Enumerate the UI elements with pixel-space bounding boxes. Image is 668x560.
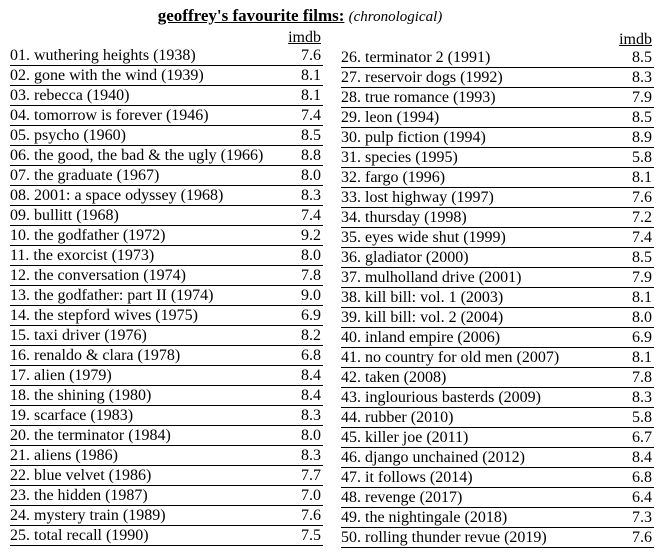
film-imdb-rating: 8.3 — [632, 69, 652, 86]
film-imdb-rating: 7.0 — [301, 487, 321, 504]
film-title: 07. the graduate (1967) — [10, 167, 160, 184]
film-title: 38. kill bill: vol. 1 (2003) — [341, 289, 504, 306]
film-imdb-rating: 8.2 — [301, 327, 321, 344]
film-imdb-rating: 6.8 — [632, 469, 652, 486]
film-imdb-rating: 7.4 — [301, 207, 321, 224]
film-row — [10, 426, 323, 446]
film-row — [341, 208, 654, 228]
film-title: 36. gladiator (2000) — [341, 249, 469, 266]
film-title: 41. no country for old men (2007) — [341, 349, 560, 366]
film-imdb-rating: 7.4 — [301, 107, 321, 124]
film-title: 45. killer joe (2011) — [341, 429, 469, 446]
film-imdb-rating: 8.3 — [301, 407, 321, 424]
film-title: 02. gone with the wind (1939) — [10, 67, 204, 84]
film-list-left — [10, 29, 323, 546]
page-title — [0, 6, 600, 27]
film-imdb-rating: 7.6 — [632, 189, 652, 206]
film-row — [10, 486, 323, 506]
film-title: 44. rubber (2010) — [341, 409, 454, 426]
film-title: 46. django unchained (2012) — [341, 449, 525, 466]
film-title: 42. taken (2008) — [341, 369, 447, 386]
film-row — [341, 448, 654, 468]
film-imdb-rating: 7.5 — [301, 527, 321, 544]
film-row — [10, 466, 323, 486]
film-row — [10, 266, 323, 286]
film-imdb-rating: 8.0 — [301, 427, 321, 444]
film-title: 20. the terminator (1984) — [10, 427, 171, 444]
film-title: 27. reservoir dogs (1992) — [341, 69, 503, 86]
film-title: 08. 2001: a space odyssey (1968) — [10, 187, 224, 204]
imdb-column-header-left: imdb — [288, 29, 321, 46]
title-text: geoffrey's favourite films: — [157, 6, 345, 25]
film-row — [341, 68, 654, 88]
film-title: 32. fargo (1996) — [341, 169, 446, 186]
film-row — [341, 368, 654, 388]
film-imdb-rating: 7.6 — [632, 529, 652, 546]
film-rows-left — [10, 46, 323, 546]
film-title: 15. taxi driver (1976) — [10, 327, 147, 344]
film-title: 18. the shining (1980) — [10, 387, 152, 404]
film-imdb-rating: 8.0 — [301, 247, 321, 264]
film-row — [341, 308, 654, 328]
film-rows-right — [341, 48, 654, 548]
film-title: 34. thursday (1998) — [341, 209, 467, 226]
film-title: 29. leon (1994) — [341, 109, 440, 126]
film-imdb-rating: 7.8 — [632, 369, 652, 386]
film-title: 12. the conversation (1974) — [10, 267, 186, 284]
film-row — [10, 46, 323, 66]
film-title: 10. the godfather (1972) — [10, 227, 166, 244]
film-row — [10, 326, 323, 346]
film-row — [341, 268, 654, 288]
film-row — [10, 206, 323, 226]
film-row — [10, 386, 323, 406]
film-row — [10, 186, 323, 206]
film-title: 14. the stepford wives (1975) — [10, 307, 198, 324]
film-title: 09. bullitt (1968) — [10, 207, 119, 224]
film-imdb-rating: 7.4 — [632, 229, 652, 246]
film-row — [10, 446, 323, 466]
film-row — [341, 428, 654, 448]
film-row — [341, 248, 654, 268]
film-imdb-rating: 7.9 — [632, 89, 652, 106]
film-imdb-rating: 7.7 — [301, 467, 321, 484]
film-imdb-rating: 8.4 — [632, 449, 652, 466]
film-title: 39. kill bill: vol. 2 (2004) — [341, 309, 504, 326]
film-title: 31. species (1995) — [341, 149, 458, 166]
film-imdb-rating: 8.4 — [301, 367, 321, 384]
film-row — [341, 108, 654, 128]
film-title: 26. terminator 2 (1991) — [341, 49, 491, 66]
film-title: 21. aliens (1986) — [10, 447, 118, 464]
film-imdb-rating: 8.1 — [632, 349, 652, 366]
film-imdb-rating: 5.8 — [632, 149, 652, 166]
film-title: 28. true romance (1993) — [341, 89, 496, 106]
film-imdb-rating: 8.9 — [632, 129, 652, 146]
film-row — [10, 306, 323, 326]
film-imdb-rating: 6.7 — [632, 429, 652, 446]
film-imdb-rating: 8.5 — [632, 49, 652, 66]
film-title: 24. mystery train (1989) — [10, 507, 166, 524]
film-imdb-rating: 7.2 — [632, 209, 652, 226]
film-row — [341, 328, 654, 348]
film-title: 49. the nightingale (2018) — [341, 509, 508, 526]
film-row — [341, 188, 654, 208]
film-title: 47. it follows (2014) — [341, 469, 473, 486]
film-row — [341, 528, 654, 548]
film-title: 25. total recall (1990) — [10, 527, 149, 544]
film-title: 05. psycho (1960) — [10, 127, 126, 144]
film-row — [10, 286, 323, 306]
film-title: 43. inglourious basterds (2009) — [341, 389, 541, 406]
film-imdb-rating: 8.3 — [301, 187, 321, 204]
film-row — [10, 226, 323, 246]
film-imdb-rating: 6.9 — [632, 329, 652, 346]
film-title: 17. alien (1979) — [10, 367, 112, 384]
film-imdb-rating: 8.0 — [632, 309, 652, 326]
film-row — [10, 506, 323, 526]
film-title: 11. the exorcist (1973) — [10, 247, 155, 264]
film-imdb-rating: 6.4 — [632, 489, 652, 506]
film-imdb-rating: 8.4 — [301, 387, 321, 404]
film-imdb-rating: 7.9 — [632, 269, 652, 286]
film-imdb-rating: 5.8 — [632, 409, 652, 426]
film-row — [341, 88, 654, 108]
film-imdb-rating: 8.5 — [301, 127, 321, 144]
film-imdb-rating: 8.1 — [301, 67, 321, 84]
film-imdb-rating: 7.3 — [632, 509, 652, 526]
film-title: 01. wuthering heights (1938) — [10, 47, 196, 64]
film-row — [10, 366, 323, 386]
film-row — [10, 246, 323, 266]
film-imdb-rating: 9.0 — [301, 287, 321, 304]
film-title: 16. renaldo & clara (1978) — [10, 347, 181, 364]
film-list-right — [341, 29, 654, 548]
film-imdb-rating: 8.3 — [632, 389, 652, 406]
subtitle-text: (chronological) — [348, 9, 443, 25]
film-row — [341, 168, 654, 188]
film-row — [10, 126, 323, 146]
film-row — [10, 66, 323, 86]
film-row — [341, 508, 654, 528]
film-row — [341, 408, 654, 428]
film-row — [10, 346, 323, 366]
film-row — [341, 228, 654, 248]
film-imdb-rating: 7.6 — [301, 47, 321, 64]
film-title: 37. mulholland drive (2001) — [341, 269, 522, 286]
film-row — [10, 106, 323, 126]
film-row — [341, 388, 654, 408]
imdb-column-header-right: imdb — [619, 31, 652, 48]
film-title: 23. the hidden (1987) — [10, 487, 148, 504]
film-title: 35. eyes wide shut (1999) — [341, 229, 506, 246]
film-imdb-rating: 7.8 — [301, 267, 321, 284]
film-title: 19. scarface (1983) — [10, 407, 134, 424]
film-imdb-rating: 8.5 — [632, 109, 652, 126]
film-title: 50. rolling thunder revue (2019) — [341, 529, 547, 546]
film-imdb-rating: 8.3 — [301, 447, 321, 464]
film-imdb-rating: 8.0 — [301, 167, 321, 184]
film-title: 48. revenge (2017) — [341, 489, 463, 506]
film-row — [10, 86, 323, 106]
film-imdb-rating: 8.8 — [301, 147, 321, 164]
film-title: 22. blue velvet (1986) — [10, 467, 152, 484]
film-row — [341, 348, 654, 368]
film-title: 06. the good, the bad & the ugly (1966) — [10, 147, 264, 164]
film-imdb-rating: 6.8 — [301, 347, 321, 364]
film-title: 13. the godfather: part II (1974) — [10, 287, 214, 304]
film-imdb-rating: 8.1 — [632, 169, 652, 186]
film-imdb-rating: 8.1 — [301, 87, 321, 104]
film-title: 03. rebecca (1940) — [10, 87, 130, 104]
film-title: 33. lost highway (1997) — [341, 189, 494, 206]
film-row — [10, 166, 323, 186]
film-imdb-rating: 6.9 — [301, 307, 321, 324]
film-title: 40. inland empire (2006) — [341, 329, 501, 346]
film-title: 04. tomorrow is forever (1946) — [10, 107, 209, 124]
film-row — [341, 48, 654, 68]
film-row — [341, 468, 654, 488]
film-row — [341, 488, 654, 508]
film-imdb-rating: 9.2 — [301, 227, 321, 244]
film-imdb-rating: 7.6 — [301, 507, 321, 524]
film-imdb-rating: 8.5 — [632, 249, 652, 266]
film-row — [10, 146, 323, 166]
film-row — [341, 128, 654, 148]
film-row — [341, 288, 654, 308]
film-row — [341, 148, 654, 168]
film-imdb-rating: 8.1 — [632, 289, 652, 306]
film-row — [10, 406, 323, 426]
film-title: 30. pulp fiction (1994) — [341, 129, 486, 146]
film-row — [10, 526, 323, 546]
